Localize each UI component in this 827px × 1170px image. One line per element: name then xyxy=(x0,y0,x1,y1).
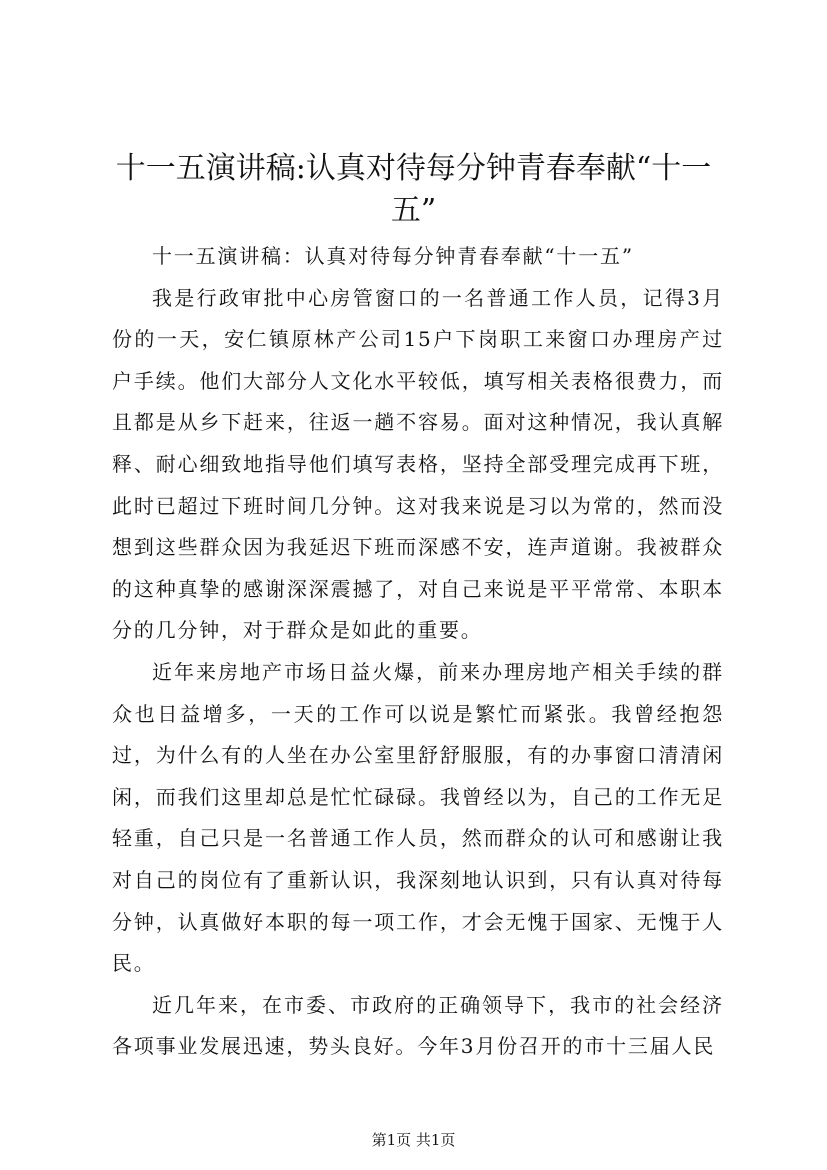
paragraph: 近几年来，在市委、市政府的正确领导下，我市的社会经济各项事业发展迅速，势头良好。今年3月份召开的市十三届人民 xyxy=(112,992,724,1059)
document-title: 十一五演讲稿:认真对待每分钟青春奉献“十一五” xyxy=(115,151,712,228)
paragraph-subtitle: 十一五演讲稿：认真对待每分钟青春奉献“十一五” xyxy=(152,244,634,268)
paragraph: 我是行政审批中心房管窗口的一名普通工作人员，记得3月份的一天，安仁镇原林产公司15户下岗职工来窗口办理房产过户手续。他们大部分人文化水平较低，填写相关表格很费力，而且都是从乡下赶来，往返一趟不容易。面对这种情况，我认真解释、耐心细致地指导他们填写表格，坚持全部受理完成再下班，此时已超过下班时间几分钟。这对我来说是习以为常的，然而没想到这些群众因为我延迟下班而深感不安，连声道谢。我被群众的这种真挚的感谢深深震撼了，对自己来说是平平常常、本职本分的几分钟，对于群众是如此的重要。 xyxy=(112,285,724,643)
document-body xyxy=(112,236,724,1068)
page-number-footer: 第1页 共1页 xyxy=(371,1131,456,1149)
paragraph: 近年来房地产市场日益火爆，前来办理房地产相关手续的群众也日益增多，一天的工作可以说是繁忙而紧张。我曾经抱怨过，为什么有的人坐在办公室里舒舒服服，有的办事窗口清清闲闲，而我们这里却总是忙忙碌碌。我曾经以为，自己的工作无足轻重，自己只是一名普通工作人员，然而群众的认可和感谢让我对自己的岗位有了重新认识，我深刻地认识到，只有认真对待每分钟，认真做好本职的每一项工作，才会无愧于国家、无愧于人民。 xyxy=(112,659,724,976)
